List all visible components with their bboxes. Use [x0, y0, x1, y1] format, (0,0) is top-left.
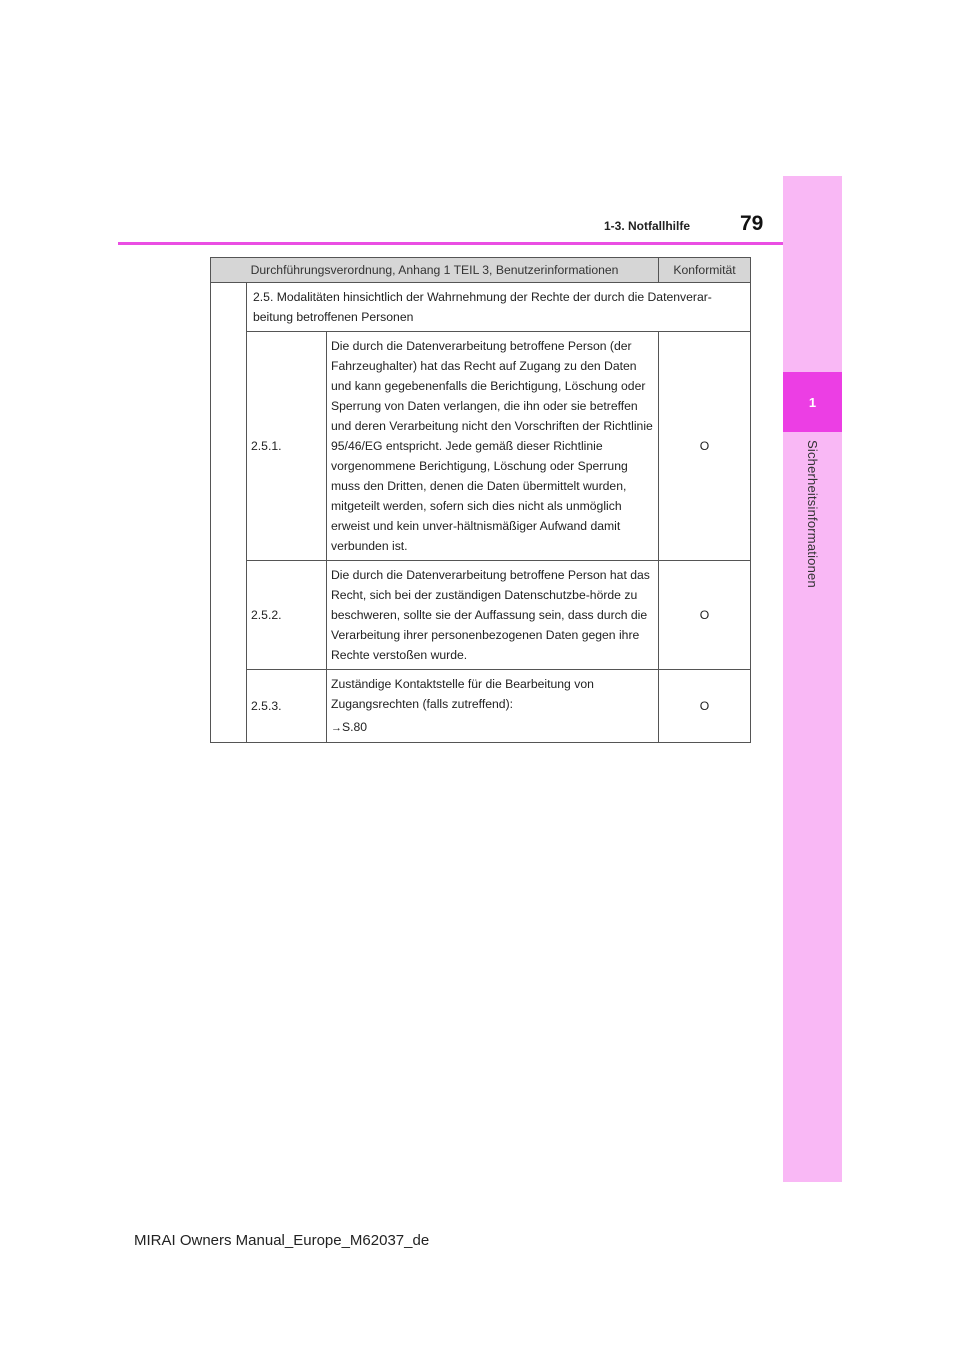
- chapter-title: Sicherheitsinformationen: [805, 440, 820, 588]
- page-number: 79: [740, 212, 764, 235]
- regulation-table: [210, 257, 751, 743]
- row-number: 2.5.2.: [247, 561, 327, 670]
- row-text: Zuständige Kontaktstelle für die Bearbeitung von Zugangsrechten (falls zutreffend):: [331, 677, 594, 711]
- row-conformity: O: [659, 332, 751, 561]
- section-title: 1-3. Notfallhilfe: [604, 219, 691, 233]
- chapter-number-tab: [783, 372, 842, 432]
- row-conformity: O: [659, 561, 751, 670]
- table-row: [211, 670, 751, 743]
- row-text: Die durch die Datenverarbeitung betroffene Person hat das Recht, sich bei der zuständigen Datenschutzbe-hörde zu beschweren, sollte sie der Auffassung sein, dass durch die Verarbeitung ihrer personenbezogenen Daten gegen ihre Rechte verstoßen wurde.: [327, 561, 659, 670]
- row-text: Die durch die Datenverarbeitung betroffene Person (der Fahrzeughalter) hat das Recht auf Zugang zu den Daten und kann gegebenenfalls die Berichtigung, Löschung oder Sperrung von Daten verlangen, die ihn oder sie betreffen und deren Verarbeitung nicht den Vorschriften der Richtlinie 95/46/EG entspricht. Jede gemäß dieser Richtlinie vorgenommene Berichtigung, Löschung oder Sperrung muss den Dritten, denen die Daten übermittelt wurden, mitgeteilt werden, sofern sich dies nicht als unmöglich erweist und kein unver-hältnismäßiger Aufwand damit verbunden ist.: [327, 332, 659, 561]
- table-row: [211, 332, 751, 561]
- chapter-side-tab: [783, 176, 842, 1182]
- header-divider: [118, 242, 783, 245]
- table-row: [211, 561, 751, 670]
- row-number: 2.5.1.: [247, 332, 327, 561]
- header-conformity: Konformität: [659, 258, 751, 283]
- table-header-row: [211, 258, 751, 283]
- indent-cell: [211, 283, 247, 743]
- manual-footer: MIRAI Owners Manual_Europe_M62037_de: [134, 1232, 430, 1249]
- chapter-number: 1: [808, 394, 817, 410]
- header-regulation: Durchführungsverordnung, Anhang 1 TEIL 3, Benutzerinformationen: [211, 258, 659, 283]
- row-conformity: O: [659, 670, 751, 743]
- arrow-right-icon: →: [331, 722, 342, 734]
- row-number: 2.5.3.: [247, 670, 327, 743]
- section-row: [211, 283, 751, 332]
- row-text-container: [327, 670, 659, 743]
- chapter-title-container: [783, 440, 842, 600]
- reference-page: S.80: [342, 720, 368, 734]
- section-heading: 2.5. Modalitäten hinsichtlich der Wahrnehmung der Rechte der durch die Datenverar-beitung betroffenen Personen: [247, 283, 751, 332]
- page-reference[interactable]: [331, 717, 654, 738]
